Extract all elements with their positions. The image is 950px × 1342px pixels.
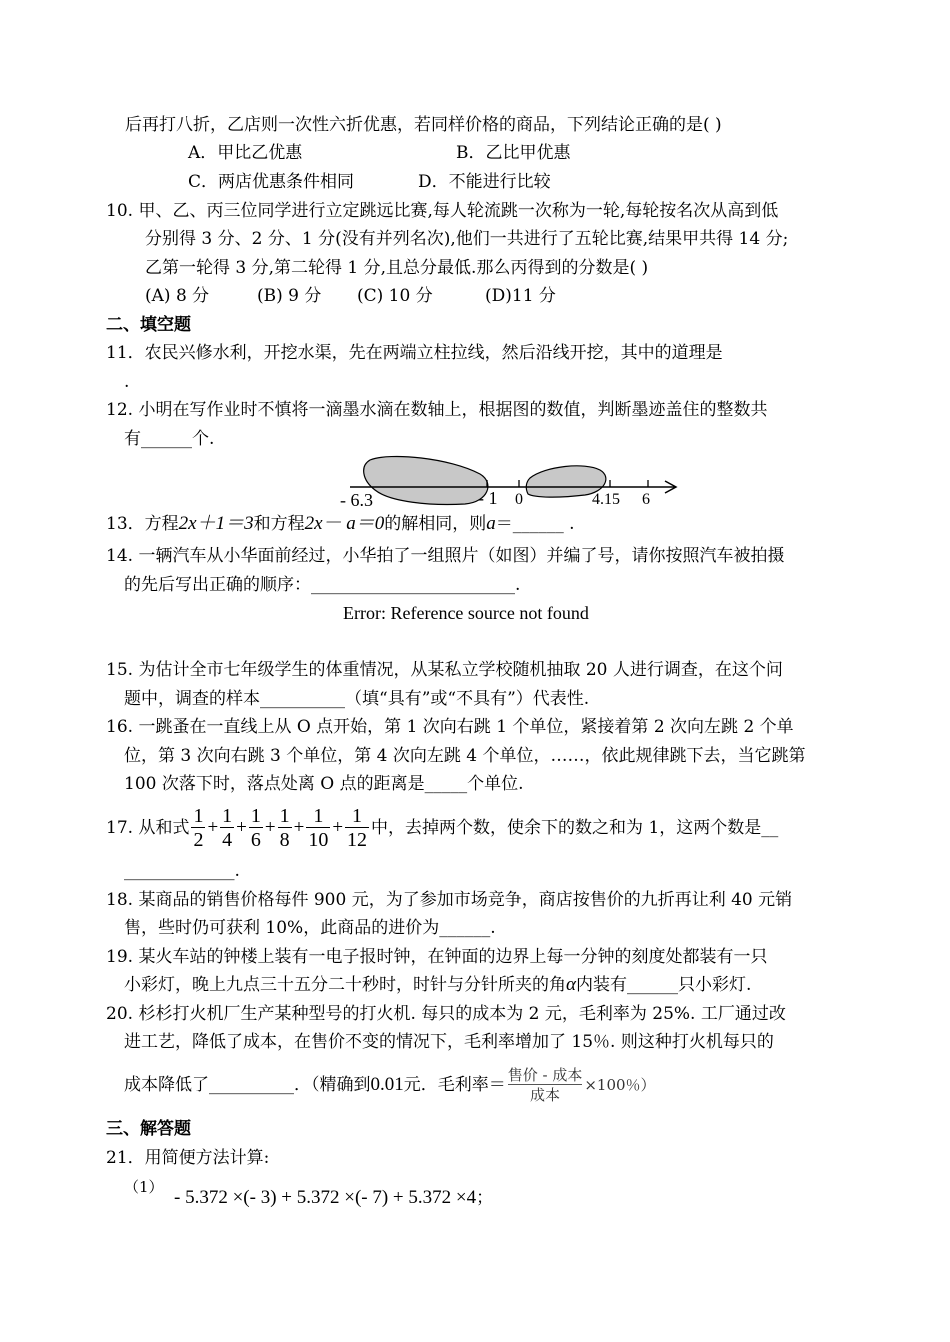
q17-suffix: 中，去掉两个数，使余下的数之和为 1，这两个数是__ xyxy=(371,818,779,838)
q17-line1 xyxy=(106,800,778,856)
q21-expression-line xyxy=(174,1187,493,1209)
q14-line2: 的先后写出正确的顺序：________________________. xyxy=(124,575,521,595)
q20-line2: 进工艺，降低了成本，在售价不变的情况下，毛利率增加了 15％. 则这种打火机每只的 xyxy=(124,1032,774,1052)
q10-line1: 10. 甲、乙、丙三位同学进行立定跳远比赛,每人轮流跳一次称为一轮,每轮按名次从高到低 xyxy=(106,201,779,221)
gross-margin-fraction: 售价 - 成本 成本 xyxy=(507,1066,583,1104)
q9-continuation: 后再打八折，乙店则一次性六折优惠，若同样价格的商品，下列结论正确的是( ) xyxy=(125,115,722,135)
q11-line2: . xyxy=(124,372,130,392)
q9-option-c: C．两店优惠条件相同 xyxy=(188,172,355,192)
section-answer-heading: 三、解答题 xyxy=(106,1119,191,1139)
fraction-1-10: $\frac{1}{10}$ xyxy=(308,805,329,851)
q9-option-a: A．甲比乙优惠 xyxy=(188,143,303,163)
q21-expression: - 5.372 ×(- 3) + 5.372 ×(- 7) + 5.372 ×4 xyxy=(174,1187,477,1208)
label-0: 0 xyxy=(515,491,523,508)
plus-sign: + xyxy=(207,817,219,838)
q20-line3-mid: 元．毛利率＝ xyxy=(403,1075,506,1095)
q18-line2: 售，些时仍可获利 10%，此商品的进价为______. xyxy=(124,918,496,938)
precision-value: 0.01 xyxy=(370,1074,404,1095)
section-fill-in-heading: 二、填空题 xyxy=(106,315,191,335)
q17-line2: _____________. xyxy=(124,861,240,881)
q16-line1: 16. 一跳蚤在一直线上从 O 点开始，第 1 次向右跳 1 个单位，紧接着第 2 次向左跳 2 个单 xyxy=(106,717,794,737)
fraction-1-4: $\frac{1}{4}$ xyxy=(222,805,233,851)
fraction-1-12: $\frac{1}{12}$ xyxy=(347,805,368,851)
label-minus-6-3: - 6.3 xyxy=(340,490,373,510)
q10-option-c: (C) 10 分 xyxy=(357,286,433,306)
q19-line2-post: 内装有______只小彩灯. xyxy=(575,975,752,995)
q21-sub-label: （1） xyxy=(124,1178,164,1196)
q21-semicolon: ； xyxy=(476,1188,494,1208)
q14-line1: 14. 一辆汽车从小华面前经过，小华拍了一组照片（如图）并编了号，请你按照汽车被拍摄 xyxy=(106,546,785,566)
plus-sign: + xyxy=(236,817,247,838)
q15-line2: 题中，调查的样本__________（填“具有”或“不具有”）代表性. xyxy=(124,689,590,709)
label-4-15: 4.15 xyxy=(592,491,620,508)
q10-option-a: (A) 8 分 xyxy=(145,286,210,306)
plus-sign: + xyxy=(293,817,305,838)
q13-prefix: 13．方程 xyxy=(106,514,179,534)
q17-prefix: 17. 从和式 xyxy=(106,818,190,838)
q13-mid: 和方程 xyxy=(253,514,305,534)
q19-line2-pre: 小彩灯，晚上九点三十五分二十秒时，时针与分针所夹的角 xyxy=(124,975,566,995)
q12-line1: 12. 小明在写作业时不慎将一滴墨水滴在数轴上，根据图的数值，判断墨迹盖住的整数共 xyxy=(106,400,768,420)
q10-line3: 乙第一轮得 3 分,第二轮得 1 分,且总分最低.那么丙得到的分数是( ) xyxy=(145,258,649,278)
q16-line3: 100 次落下时，落点处离 O 点的距离是_____个单位. xyxy=(124,774,524,794)
q13-suffix2: ＝______ . xyxy=(495,514,575,534)
fraction-1-2: $\frac{1}{2}$ xyxy=(193,805,204,851)
q15-line1: 15. 为估计全市七年级学生的体重情况，从某私立学校随机抽取 20 人进行调查，在这个问 xyxy=(106,660,783,680)
q21-line1: 21．用简便方法计算: xyxy=(106,1148,270,1168)
q10-option-b: (B) 9 分 xyxy=(257,286,322,306)
ink-blob-left xyxy=(364,456,488,504)
q13-equation-1: 2x＋1＝3 xyxy=(178,513,254,534)
label-minus-1: - 1 xyxy=(478,488,498,508)
q9-option-b: B．乙比甲优惠 xyxy=(456,143,571,163)
q20-line3-post: ×100％） xyxy=(584,1076,656,1094)
q10-line2: 分别得 3 分、2 分、1 分(没有并列名次),他们一共进行了五轮比赛,结果甲共得 14 分; xyxy=(145,229,789,249)
q11-line1: 11．农民兴修水利，开挖水渠，先在两端立柱拉线，然后沿线开挖，其中的道理是 xyxy=(106,343,723,363)
q14-error-text: Error: Reference source not found xyxy=(343,603,589,623)
q19-line2 xyxy=(124,974,751,996)
plus-sign: + xyxy=(332,817,344,838)
q19-line1: 19. 某火车站的钟楼上装有一电子报时钟，在钟面的边界上每一分钟的刻度处都装有一只 xyxy=(106,947,768,967)
q16-line2: 位，第 3 次向右跳 3 个单位，第 4 次向左跳 4 个单位，……，依此规律跳下去，当它跳第 xyxy=(124,746,806,766)
label-6: 6 xyxy=(642,491,650,508)
q10-option-d: (D)11 分 xyxy=(485,286,556,306)
q20-line3-pre: 成本降低了__________．（精确到 xyxy=(124,1075,371,1095)
number-line-figure xyxy=(330,450,690,512)
alpha-symbol: α xyxy=(566,974,576,995)
q13-equation-2: 2x－ a＝0 xyxy=(304,513,385,534)
q12-line2: 有______个. xyxy=(124,429,215,449)
q9-option-d: D．不能进行比较 xyxy=(418,172,551,192)
q20-line1: 20. 杉杉打火机厂生产某种型号的打火机. 每只的成本为 2 元，毛利率为 25%. 工厂通过改 xyxy=(106,1004,786,1024)
fraction-1-6: $\frac{1}{6}$ xyxy=(250,805,261,851)
fraction-1-8: $\frac{1}{8}$ xyxy=(279,805,290,851)
plus-sign: + xyxy=(264,817,276,838)
q13-variable: a xyxy=(486,513,496,534)
q20-line3 xyxy=(124,1062,656,1108)
q13-line xyxy=(106,513,575,535)
q18-line1: 18. 某商品的销售价格每件 900 元，为了参加市场竞争，商店按售价的九折再让利 40 元销 xyxy=(106,890,793,910)
q13-suffix1: 的解相同，则 xyxy=(384,514,487,534)
